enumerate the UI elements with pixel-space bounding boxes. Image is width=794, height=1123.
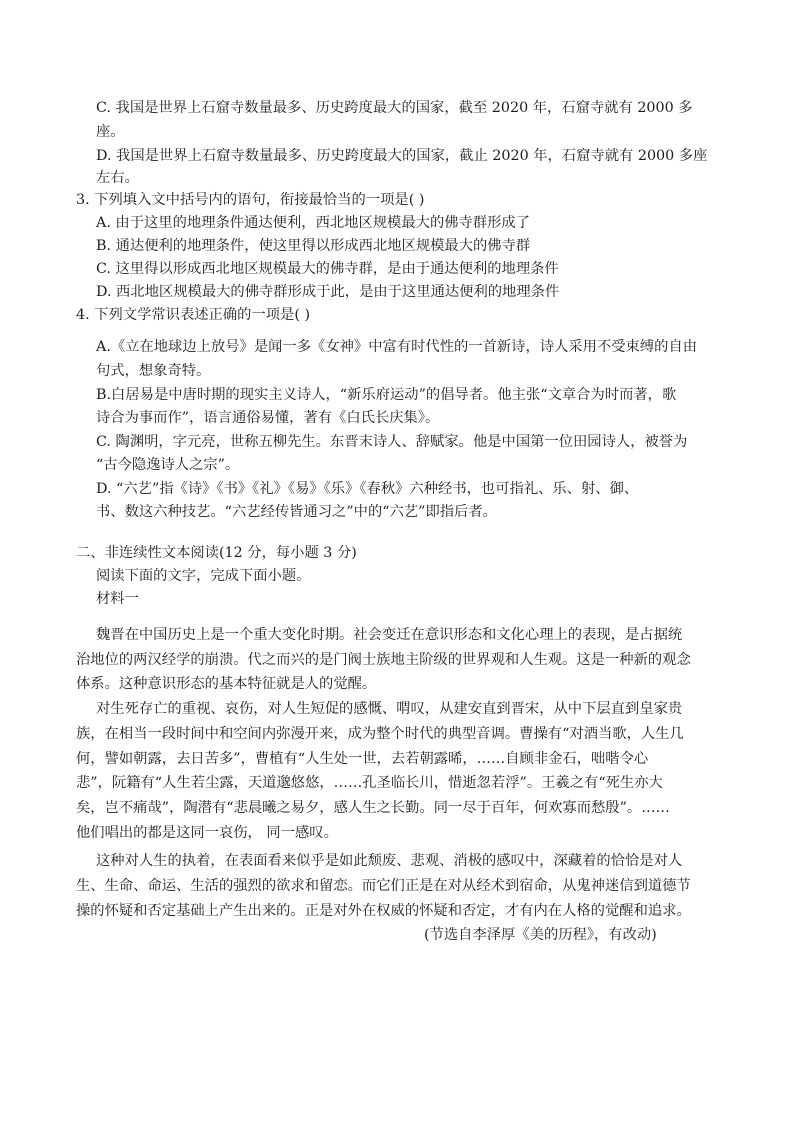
passage-p1-line1: 魏晋在中国历史上是一个重大变化时期。社会变迁在意识形态和文化心理上的表现，是占据统	[96, 627, 683, 643]
q2-option-c-line1: C. 我国是世界上石窟寺数量最多、历史跨度最大的国家，截至 2020 年，石窟寺就有 2000 多	[96, 100, 693, 116]
passage-p1-line3: 体系。这种意识形态的基本特征就是人的觉醒。	[76, 676, 377, 692]
q2-option-d-line1: D. 我国是世界上石窟寺数量最多、历史跨度最大的国家，截止 2020 年，石窟寺就有 2000 多座	[96, 148, 708, 164]
q4-option-d-line1: D. “六艺”指《诗》《书》《礼》《易》《乐》《春秋》六种经书，也可指礼、乐、射、御、	[96, 481, 639, 497]
q3-option-c: C. 这里得以形成西北地区规模最大的佛寺群，是由于通达便利的地理条件	[96, 261, 559, 277]
q4-option-c-line1: C. 陶渊明，字元亮，世称五柳先生。东晋末诗人、辞赋家。他是中国第一位田园诗人，被誉为	[96, 434, 688, 450]
q3-option-d: D. 西北地区规模最大的佛寺群形成于此，是由于这里通达便利的地理条件	[96, 284, 560, 300]
section2-instruction: 阅读下面的文字，完成下面小题。	[96, 568, 311, 584]
material-label: 材料一	[96, 591, 139, 607]
q4-option-d-line2: 书、数这六种技艺。“六艺经传皆通习之”中的“六艺”即指后者。	[96, 504, 497, 520]
q3-option-b: B. 通达便利的地理条件，使这里得以形成西北地区规模最大的佛寺群	[96, 238, 531, 254]
q4-option-b-line2: 诗合为事而作”，语言通俗易懂，著有《白氏长庆集》。	[96, 410, 440, 426]
q3-stem: 3. 下列填入文中括号内的语句，衔接最恰当的一项是( )	[76, 192, 425, 208]
q3-option-a: A. 由于这里的地理条件通达便利，西北地区规模最大的佛寺群形成了	[96, 215, 531, 231]
q4-option-b-line1: B.白居易是中唐时期的现实主义诗人，“新乐府运动”的倡导者。他主张“文章合为时而著，歌	[96, 387, 677, 403]
passage-p3-line2: 生、生命、命运、生活的强烈的欲求和留恋。而它们正是在对从经术到宿命，从鬼神迷信到道德节	[76, 878, 691, 894]
q4-option-c-line2: “古今隐逸诗人之宗”。	[96, 457, 240, 473]
passage-p2-line5: 矣，岂不痛哉”，陶潜有“悲晨曦之易夕，感人生之长勤。同一尽于百年，何欢寡而愁殷”。……	[76, 800, 670, 816]
passage-p3-line1: 这种对人生的执着，在表面看来似乎是如此颓废、悲观、消极的感叹中，深藏着的恰恰是对人	[96, 853, 683, 869]
passage-p2-line4: 悲”，阮籍有“人生若尘露，天道邈悠悠，……孔圣临长川，惜逝忽若浮”。王羲之有“死生亦大	[76, 775, 663, 791]
q4-option-a-line1: A.《立在地球边上放号》是闻一多《女神》中富有时代性的一首新诗，诗人采用不受束缚的自由	[96, 339, 698, 355]
q2-option-d-line2: 左右。	[96, 170, 139, 186]
passage-p2-line1: 对生死存亡的重视、哀伤，对人生短促的感慨、喟叹，从建安直到晋宋，从中下层直到皇家贵	[96, 701, 683, 717]
section2-title: 二、非连续性文本阅读(12 分，每小题 3 分)	[76, 545, 357, 561]
q4-stem: 4. 下列文学常识表述正确的一项是( )	[76, 307, 311, 323]
passage-p2-line2: 族，在相当一段时间中和空间内弥漫开来，成为整个时代的典型音调。曹操有“对酒当歌，人生几	[76, 726, 684, 742]
passage-p2-line6: 他们唱出的都是这同一哀伤， 同一感叹。	[76, 825, 338, 841]
q4-option-a-line2: 句式，想象奇特。	[96, 363, 211, 379]
passage-p3-line3: 操的怀疑和否定基础上产生出来的。正是对外在权威的怀疑和否定，才有内在人格的觉醒和追求。	[76, 903, 691, 919]
passage-p1-line2: 治地位的两汉经学的崩溃。代之而兴的是门阀士族地主阶级的世界观和人生观。这是一种新的观念	[76, 652, 691, 668]
passage-source: (节选自李泽厚《美的历程》，有改动)	[424, 927, 657, 943]
passage-p2-line3: 何，譬如朝露，去日苦多”，曹植有“人生处一世，去若朝露晞，……自顾非金石，咄喈令心	[76, 751, 649, 767]
q2-option-c-line2: 座。	[96, 124, 125, 140]
